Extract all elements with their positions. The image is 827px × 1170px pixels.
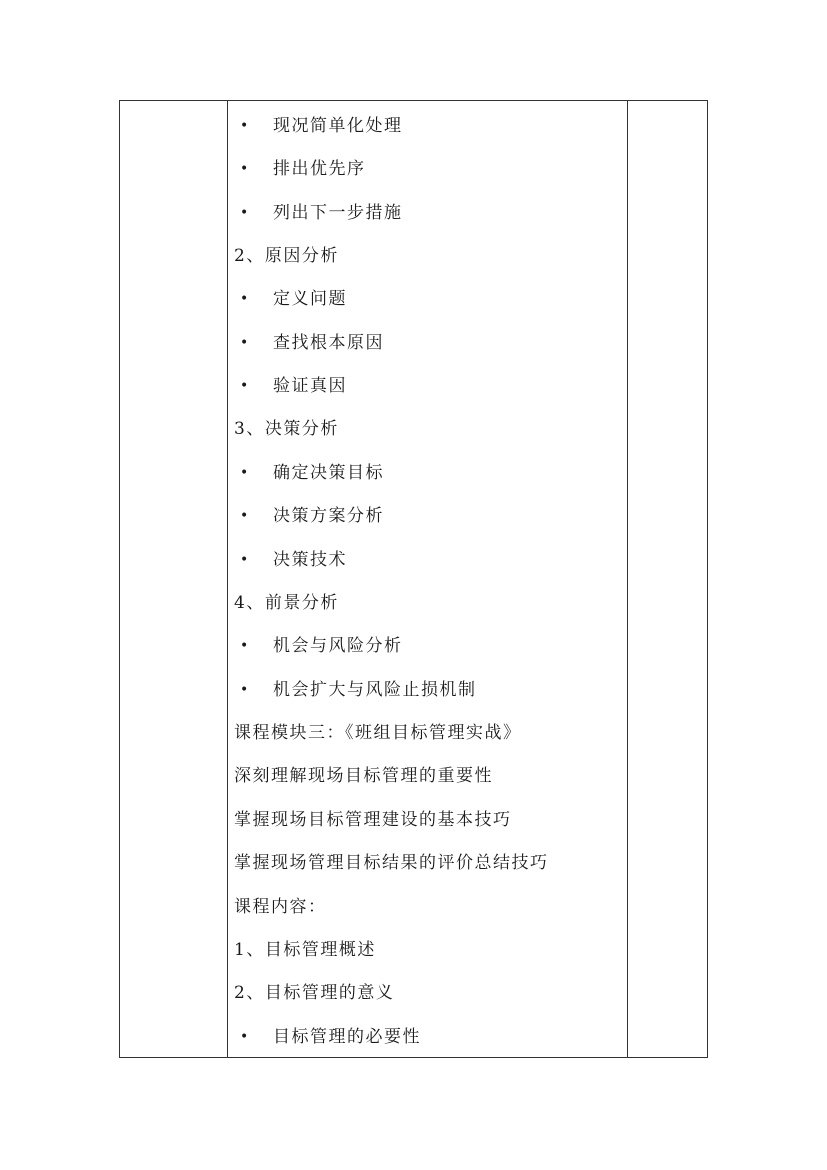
list-item-text: 机会扩大与风险止损机制 [273, 680, 477, 700]
paragraph-line: 掌握现场管理目标结果的评价总结技巧 [234, 853, 549, 873]
document-table [119, 100, 708, 1058]
section-heading: 3、决策分析 [234, 419, 339, 439]
bullet-icon: • [240, 161, 249, 177]
bullet-icon: • [240, 118, 249, 134]
list-item-text: 列出下一步措施 [273, 203, 403, 223]
bullet-icon: • [240, 508, 249, 524]
module-title: 课程模块三：《班组目标管理实战》 [234, 723, 522, 743]
section-heading: 4、前景分析 [234, 593, 339, 613]
bullet-icon: • [240, 335, 249, 351]
list-item-text: 目标管理的必要性 [273, 1027, 421, 1047]
section-heading: 2、原因分析 [234, 246, 339, 266]
list-item-text: 确定决策目标 [273, 463, 384, 483]
bullet-icon: • [240, 378, 249, 394]
list-item-text: 查找根本原因 [273, 333, 384, 353]
list-item-text: 决策方案分析 [273, 506, 384, 526]
bullet-icon: • [240, 638, 249, 654]
bullet-icon: • [240, 205, 249, 221]
bullet-icon: • [240, 465, 249, 481]
bullet-icon: • [240, 1029, 249, 1045]
list-item-text: 排出优先序 [273, 159, 366, 179]
section-heading: 1、目标管理概述 [234, 940, 376, 960]
list-item-text: 决策技术 [273, 550, 347, 570]
list-item-text: 现况简单化处理 [273, 116, 403, 136]
list-item-text: 机会与风险分析 [273, 636, 403, 656]
list-item-text: 验证真因 [273, 376, 347, 396]
paragraph-line: 深刻理解现场目标管理的重要性 [234, 766, 493, 786]
table-column-divider-right [627, 101, 628, 1057]
section-heading: 2、目标管理的意义 [234, 983, 395, 1003]
bullet-icon: • [240, 291, 249, 307]
bullet-icon: • [240, 682, 249, 698]
paragraph-line: 课程内容： [234, 897, 327, 917]
table-column-divider-left [227, 101, 228, 1057]
paragraph-line: 掌握现场目标管理建设的基本技巧 [234, 810, 512, 830]
bullet-icon: • [240, 552, 249, 568]
list-item-text: 定义问题 [273, 289, 347, 309]
